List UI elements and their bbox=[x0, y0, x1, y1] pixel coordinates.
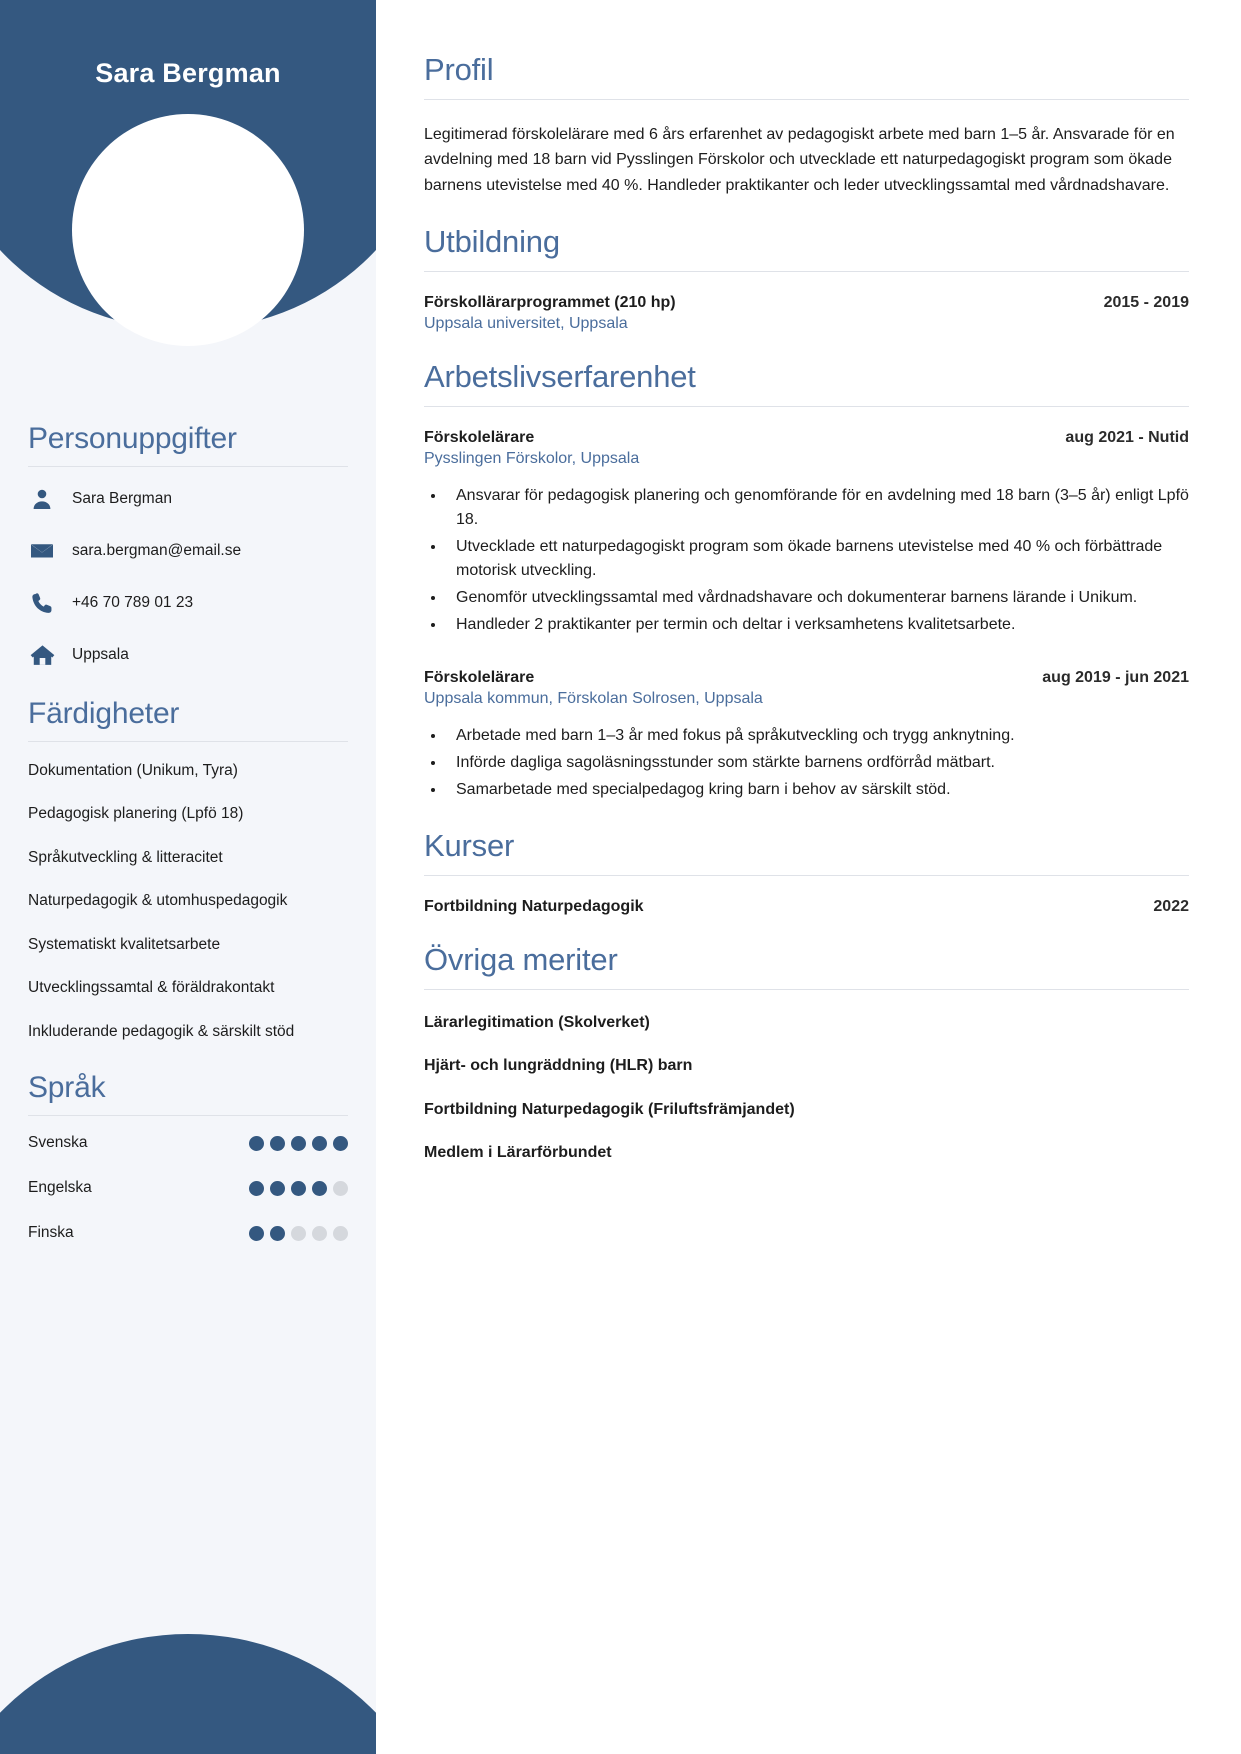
level-dot-filled bbox=[312, 1136, 327, 1151]
section-experience bbox=[424, 359, 1189, 802]
level-dot-filled bbox=[333, 1136, 348, 1151]
section-heading-courses: Kurser bbox=[424, 827, 515, 863]
home-icon bbox=[28, 641, 56, 669]
entry-title: Förskolelärare bbox=[424, 668, 535, 686]
contact-value-name: Sara Bergman bbox=[72, 490, 172, 507]
experience-entry bbox=[424, 669, 1189, 802]
entry-subtitle: Uppsala universitet, Uppsala bbox=[424, 314, 628, 332]
list-item: • Arbetade med barn 1–3 år med fokus på språkutveckling och trygg anknytning. bbox=[446, 724, 1189, 748]
language-level-dots bbox=[249, 1181, 348, 1196]
level-dot-filled bbox=[312, 1181, 327, 1196]
envelope-icon bbox=[28, 537, 56, 565]
sidebar bbox=[0, 0, 376, 1754]
list-item: Fortbildning Naturpedagogik (Friluftsfrämjandet) bbox=[424, 1100, 795, 1118]
level-dot-filled bbox=[291, 1181, 306, 1196]
entry-header bbox=[424, 429, 1189, 447]
entry-subtitle: Uppsala kommun, Förskolan Solrosen, Uppsala bbox=[424, 689, 763, 707]
entry-header bbox=[424, 294, 1189, 312]
level-dot-filled bbox=[270, 1226, 285, 1241]
section-heading-personal: Personuppgifter bbox=[28, 422, 237, 455]
list-item: Medlem i Lärarförbundet bbox=[424, 1143, 612, 1161]
level-dot-empty bbox=[333, 1181, 348, 1196]
list-item: • Samarbetade med specialpedagog kring barn i behov av särskilt stöd. bbox=[446, 778, 1189, 802]
contact-row-location bbox=[28, 641, 348, 669]
divider bbox=[424, 271, 1189, 272]
level-dot-filled bbox=[249, 1136, 264, 1151]
experience-entry bbox=[424, 429, 1189, 637]
divider bbox=[28, 1115, 348, 1116]
entry-date: aug 2021 - Nutid bbox=[1065, 428, 1189, 446]
level-dot-empty bbox=[291, 1226, 306, 1241]
level-dot-empty bbox=[312, 1226, 327, 1241]
section-courses bbox=[424, 828, 1189, 916]
course-entry bbox=[424, 898, 1189, 916]
list-item: Inkluderande pedagogik & särskilt stöd bbox=[28, 1022, 295, 1040]
spacer bbox=[424, 643, 1189, 669]
person-icon bbox=[28, 485, 56, 513]
divider bbox=[424, 989, 1189, 990]
section-personal-details bbox=[28, 422, 348, 669]
language-level-dots bbox=[249, 1136, 348, 1151]
entry-header bbox=[424, 669, 1189, 687]
section-heading-other-merits: Övriga meriter bbox=[424, 941, 618, 977]
section-heading-skills: Färdigheter bbox=[28, 697, 180, 730]
section-skills bbox=[28, 697, 348, 1043]
profile-text: Legitimerad förskolelärare med 6 års erfarenhet av pedagogiskt arbete med barn 1–5 år. Ansvarade för en avdelning med 18 barn vid Pysslingen Förskolor och utvecklade ett naturpedagogiskt program som ökade barnens utevistelse med 40 %. Handleder praktikanter och leder utvecklingssamtal med vårdnadshavare. bbox=[424, 126, 1175, 194]
list-item: • Införde dagliga sagoläsningsstunder som stärkte barnens ordförråd mätbart. bbox=[446, 751, 1189, 775]
section-languages bbox=[28, 1071, 348, 1242]
entry-bullet-list bbox=[446, 484, 1189, 637]
list-item: • Ansvarar för pedagogisk planering och genomförande för en avdelning med 18 barn (3–5 år) enligt Lpfö 18. bbox=[446, 484, 1189, 532]
section-heading-experience: Arbetslivserfarenhet bbox=[424, 358, 696, 394]
section-profile bbox=[424, 52, 1189, 198]
list-item: • Utvecklade ett naturpedagogiskt program som ökade barnens utevistelse med 40 % och förbättrade motorisk utveckling. bbox=[446, 535, 1189, 583]
footer-curve-shape bbox=[0, 1634, 376, 1754]
list-item: Systematiskt kvalitetsarbete bbox=[28, 935, 221, 953]
languages-list bbox=[28, 1134, 348, 1242]
sidebar-content bbox=[0, 422, 376, 1242]
divider bbox=[424, 875, 1189, 876]
list-item: Naturpedagogik & utomhuspedagogik bbox=[28, 892, 288, 910]
language-row bbox=[28, 1224, 348, 1242]
section-heading-education: Utbildning bbox=[424, 223, 560, 259]
entry-title: Förskolelärare bbox=[424, 428, 535, 446]
language-row bbox=[28, 1134, 348, 1152]
level-dot-filled bbox=[249, 1226, 264, 1241]
list-item: Utvecklingssamtal & föräldrakontakt bbox=[28, 979, 275, 997]
section-education bbox=[424, 224, 1189, 333]
education-entry bbox=[424, 294, 1189, 333]
entry-date: aug 2019 - jun 2021 bbox=[1042, 668, 1189, 686]
entry-subtitle: Pysslingen Förskolor, Uppsala bbox=[424, 449, 640, 467]
list-item: • Genomför utvecklingssamtal med vårdnadshavare och dokumenterar barnens lärande i Unikum. bbox=[446, 586, 1189, 610]
level-dot-filled bbox=[249, 1181, 264, 1196]
list-item: Hjärt- och lungräddning (HLR) barn bbox=[424, 1057, 693, 1075]
divider bbox=[28, 466, 348, 467]
contact-row-name bbox=[28, 485, 348, 513]
language-level-dots bbox=[249, 1226, 348, 1241]
divider bbox=[424, 406, 1189, 407]
language-row bbox=[28, 1179, 348, 1197]
contact-value-phone: +46 70 789 01 23 bbox=[72, 594, 194, 611]
entry-date: 2022 bbox=[1153, 897, 1189, 915]
language-name: Engelska bbox=[28, 1179, 92, 1197]
contact-value-email: sara.bergman@email.se bbox=[72, 542, 242, 559]
entry-bullet-list bbox=[446, 724, 1189, 802]
list-item: Lärarlegitimation (Skolverket) bbox=[424, 1013, 650, 1031]
main-content bbox=[376, 0, 1241, 1754]
divider bbox=[424, 99, 1189, 100]
section-other-merits bbox=[424, 942, 1189, 1165]
contact-row-email[interactable] bbox=[28, 537, 348, 565]
entry-title: Förskollärarprogrammet (210 hp) bbox=[424, 293, 676, 311]
level-dot-filled bbox=[270, 1181, 285, 1196]
section-heading-profile: Profil bbox=[424, 52, 494, 87]
skills-list bbox=[28, 760, 348, 1043]
list-item: • Handleder 2 praktikanter per termin och deltar i verksamhetens kvalitetsarbete. bbox=[446, 613, 1189, 637]
level-dot-empty bbox=[333, 1226, 348, 1241]
candidate-name: Sara Bergman bbox=[95, 58, 281, 88]
phone-icon bbox=[28, 589, 56, 617]
list-item: Språkutveckling & litteracitet bbox=[28, 848, 223, 866]
entry-date: 2015 - 2019 bbox=[1103, 293, 1189, 311]
language-name: Svenska bbox=[28, 1134, 88, 1152]
list-item: Pedagogisk planering (Lpfö 18) bbox=[28, 805, 244, 823]
level-dot-filled bbox=[270, 1136, 285, 1151]
entry-title: Fortbildning Naturpedagogik bbox=[424, 897, 644, 915]
list-item: Dokumentation (Unikum, Tyra) bbox=[28, 762, 238, 779]
avatar bbox=[72, 114, 304, 346]
experience-list bbox=[424, 429, 1189, 802]
entry-header bbox=[424, 898, 1189, 916]
contact-row-phone[interactable] bbox=[28, 589, 348, 617]
section-heading-languages: Språk bbox=[28, 1071, 106, 1105]
divider bbox=[28, 741, 348, 742]
level-dot-filled bbox=[291, 1136, 306, 1151]
language-name: Finska bbox=[28, 1224, 74, 1242]
contact-value-location: Uppsala bbox=[72, 646, 129, 663]
